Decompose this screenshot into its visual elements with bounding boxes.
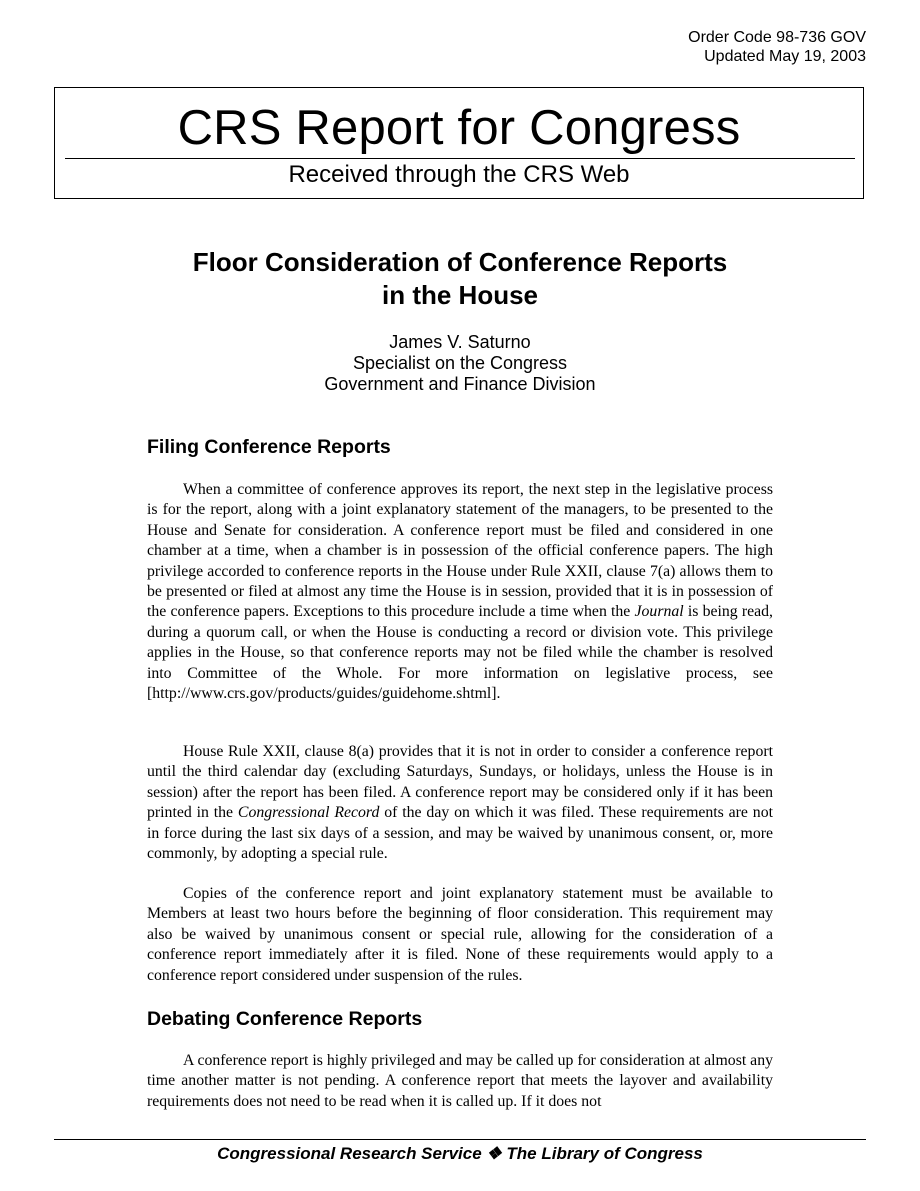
paragraph-text: House Rule XXII, clause 8(a) provides that it is not in order to consider a conference report until the third calendar day (excluding Saturdays, Sundays, or holidays, unless the House is in session) after the report has been filed. A conference report may be considered only if it has been printed in the (147, 743, 773, 822)
author-position: Specialist on the Congress (352, 353, 568, 373)
footer-divider (54, 1139, 866, 1140)
paragraph-debating-1 (147, 1051, 773, 1112)
section-heading-filing: Filing Conference Reports (147, 436, 391, 458)
banner-title: CRS Report for Congress (177, 101, 741, 155)
document-title (90, 246, 830, 312)
order-code-block (688, 28, 866, 66)
paragraph-filing-2 (147, 742, 773, 864)
paragraph-text: When a committee of conference approves its report, the next step in the legislative process is for the report, along with a joint explanatory statement of the managers, to be presented to the House and Senate for consideration. A conference report must be filed and considered in one chamber at a time, when a chamber is in possession of the official conference papers. The high privilege accorded to conference reports in the House under Rule XXII, clause 7(a) allows them to be presented or filed at almost any time the House is in session, provided that it is in possession of the conference papers. Exceptions to this procedure include a time when the (147, 481, 773, 621)
document-title-line2: in the House (381, 280, 538, 310)
document-title-line1: Floor Consideration of Conference Reports (192, 247, 728, 277)
paragraph-text: is being read, during a quorum call, or when the House is conducting a record or division vote. This privilege applies in the House, so that conference reports may not be filed while the chamber is resolved into Committee of the Whole. For more information on legislative process, see [http://www.crs.gov/products/guides/guidehome.shtml]. (147, 603, 773, 703)
updated-date: Updated May 19, 2003 (704, 48, 866, 65)
footer (54, 1143, 866, 1165)
crs-banner (54, 87, 864, 199)
footer-org: Congressional Research Service (217, 1144, 482, 1163)
author-division: Government and Finance Division (324, 374, 596, 394)
journal-italic: Journal (634, 603, 684, 621)
footer-library: The Library of Congress (506, 1144, 703, 1163)
paragraph-text: of the day on which it was filed. These requirements are not in force during the last six days of a session, and may be waived by unanimous consent, or, more commonly, by adopting a special rule. (147, 804, 773, 863)
author-name: James V. Saturno (389, 332, 531, 352)
diamond-separator-icon: ❖ (486, 1144, 502, 1163)
order-code: Order Code 98-736 GOV (688, 29, 866, 46)
paragraph-text: Copies of the conference report and joint explanatory statement must be available to Members at least two hours before the beginning of floor consideration. This requirement may also be waived by unanimous consent or special rule, allowing for the consideration of a conference report immediately after it is filed. None of these requirements would apply to a conference report considered under suspension of the rules. (147, 885, 773, 984)
paragraph-text: A conference report is highly privileged and may be called up for consideration at almost any time another matter is not pending. A conference report that meets the layover and availability requirements does not need to be read when it is called up. If it does not (147, 1052, 773, 1110)
paragraph-filing-3 (147, 884, 773, 986)
paragraph-filing-1 (147, 480, 773, 704)
banner-divider (65, 158, 855, 159)
congressional-record-italic: Congressional Record (237, 804, 380, 822)
author-block (90, 332, 830, 395)
section-heading-debating: Debating Conference Reports (147, 1008, 423, 1030)
banner-subtitle: Received through the CRS Web (288, 161, 630, 188)
